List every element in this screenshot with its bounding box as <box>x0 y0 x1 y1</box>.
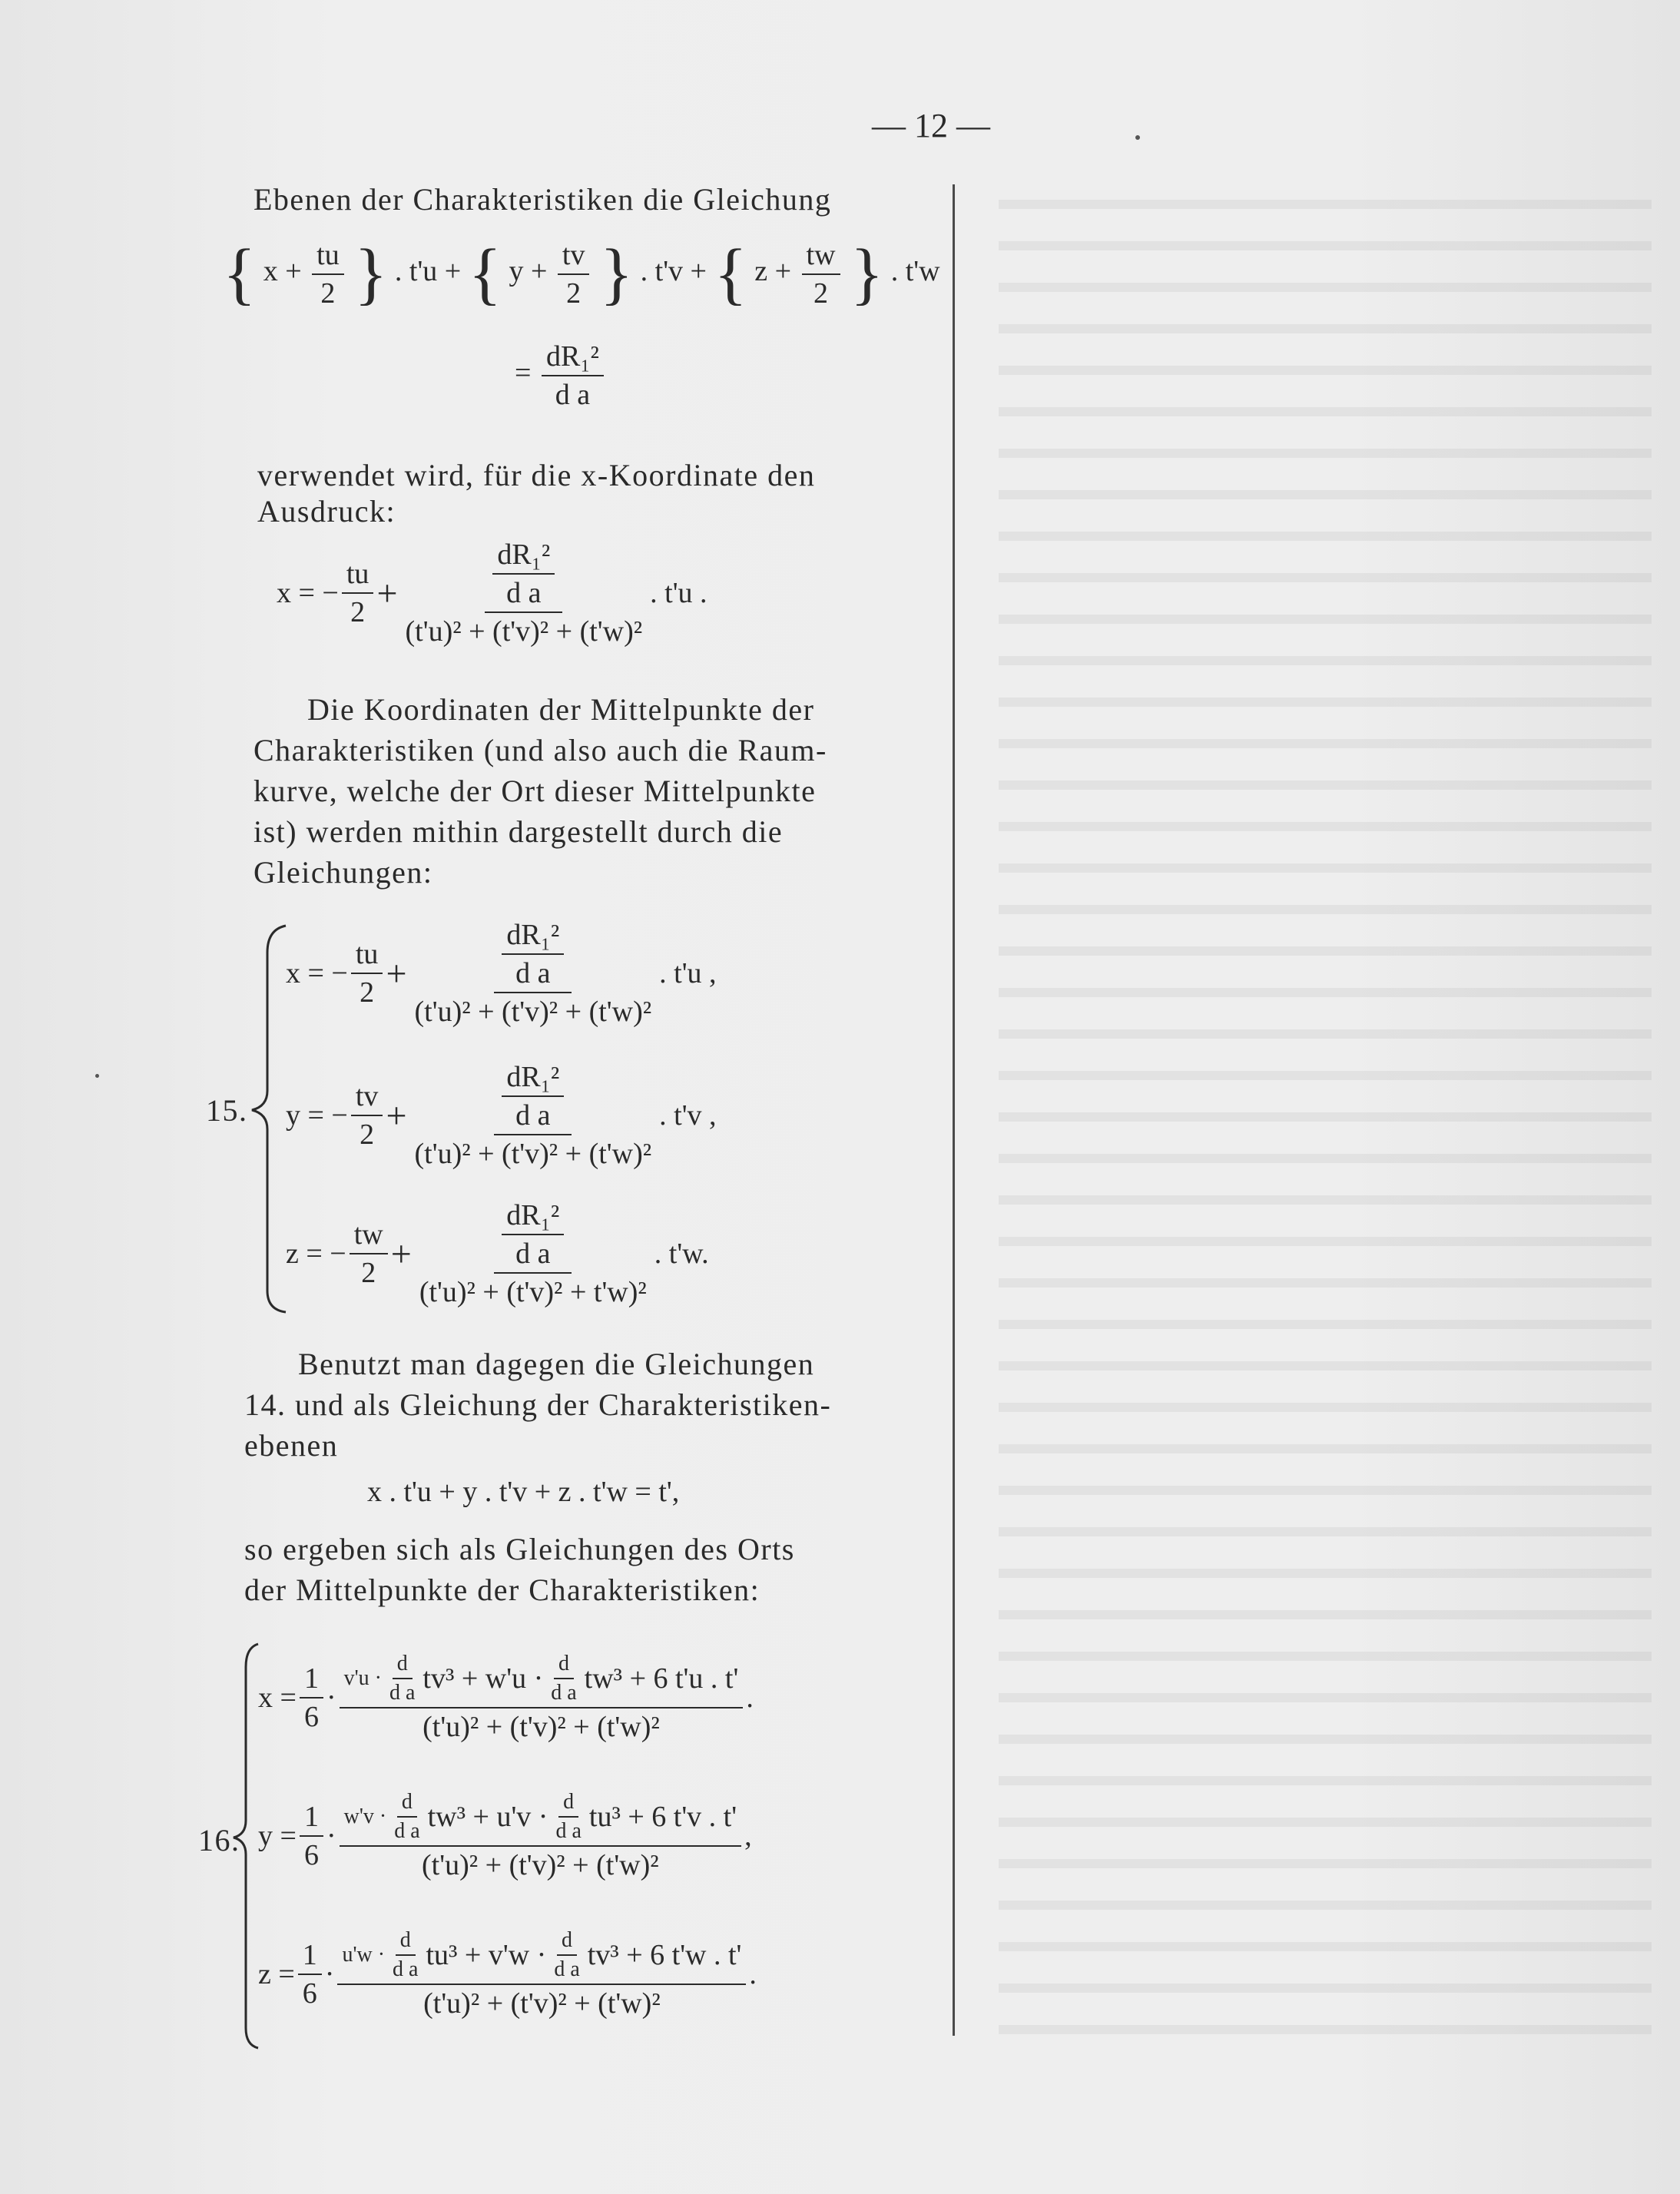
frac-den: d a <box>555 1819 582 1843</box>
fraction <box>337 1928 746 2020</box>
equals-sign: = <box>515 356 532 389</box>
term: tv³ + 6 t'w . t' <box>587 1939 742 1971</box>
equation-label-15: 15. <box>206 1093 248 1128</box>
fraction <box>388 1928 422 1982</box>
brace-open: { <box>223 236 257 312</box>
plus-sign: + <box>386 1095 407 1136</box>
frac-den: (t'u)² + (t'v)² + (t'w)² <box>423 1987 661 2020</box>
term: tu³ + 6 t'v . t' <box>588 1801 737 1833</box>
lhs: z = <box>258 1958 295 1990</box>
lhs: x = − <box>286 957 348 989</box>
fraction <box>546 1652 581 1705</box>
eq16-row-y <box>258 1790 752 1882</box>
term: tu³ + v'w · <box>426 1939 547 1971</box>
frac-den: 6 <box>302 1977 317 2010</box>
frac-den: 2 <box>566 277 582 310</box>
frac-num: d <box>557 1928 577 1956</box>
lhs: z = − <box>286 1238 346 1270</box>
frac-num: d <box>558 1790 578 1818</box>
frac-den: d a <box>506 577 542 609</box>
paragraph-line: verwendet wird, für die x-Koordinate den <box>257 458 816 492</box>
frac-num: d <box>396 1928 416 1956</box>
term: w'v · <box>343 1805 387 1828</box>
tail: . t'u . <box>650 577 707 609</box>
eq16-row-x <box>258 1652 754 1744</box>
frac-num: tu <box>342 557 374 594</box>
frac-den: 6 <box>303 1839 319 1871</box>
frac-num <box>340 1652 744 1708</box>
frac-den: (t'u)² + (t'v)² + (t'w)² <box>414 996 652 1028</box>
fraction <box>340 1790 742 1882</box>
frac-den: 2 <box>813 277 829 310</box>
brace-close: } <box>599 236 634 312</box>
frac-den: d a <box>551 1681 577 1705</box>
term: . t'u + <box>394 255 462 288</box>
page-number: — 12 — <box>872 107 990 144</box>
term: tw³ + u'v · <box>427 1801 548 1833</box>
paragraph-line: Ebenen der Charakteristiken die Gleichung <box>253 182 832 217</box>
frac-den: d a <box>515 1099 551 1132</box>
brace-open: { <box>468 236 502 312</box>
term: v'u · <box>343 1666 382 1690</box>
dot: · <box>326 1820 336 1852</box>
paragraph-line: so ergeben sich als Gleichungen des Orts <box>244 1532 795 1566</box>
eq16-row-z <box>258 1928 757 2020</box>
frac-den: 2 <box>320 277 336 310</box>
frac-num: dR₁² <box>502 918 564 955</box>
frac-den: d a <box>515 957 551 989</box>
equation-planes-14: x . t'u + y . t'v + z . t'w = t', <box>367 1476 680 1508</box>
frac-den: d a <box>393 1957 419 1981</box>
brace-close: } <box>850 236 884 312</box>
frac-den: d a <box>389 1681 416 1705</box>
tail: . <box>746 1682 754 1714</box>
lhs: y = <box>258 1820 297 1852</box>
fraction <box>340 1652 744 1744</box>
frac-num: tu <box>351 937 383 974</box>
frac-num: d <box>393 1652 413 1679</box>
fraction <box>300 1662 323 1734</box>
fraction <box>389 1790 424 1844</box>
paragraph-line: 14. und als Gleichung der Charakteristiken- <box>244 1387 832 1422</box>
lhs: y = − <box>286 1099 348 1132</box>
equation-label-16: 16. <box>198 1823 240 1858</box>
paragraph-line: ist) werden mithin dargestellt durch die <box>253 814 784 849</box>
frac-num: 1 <box>300 1800 323 1837</box>
frac-den: 6 <box>303 1701 319 1733</box>
frac-num <box>337 1928 746 1985</box>
frac-den: d a <box>515 1238 551 1270</box>
fraction <box>551 1790 585 1844</box>
term: u'w · <box>342 1943 386 1967</box>
frac-num <box>340 1790 742 1847</box>
frac-den: (t'u)² + (t'v)² + t'w)² <box>419 1276 647 1308</box>
term: tv³ + w'u · <box>422 1662 544 1695</box>
var-y: y <box>509 255 524 288</box>
brace-close: } <box>354 236 388 312</box>
frac-num: dR₁² <box>542 340 604 376</box>
tail: . <box>749 1958 757 1990</box>
frac-num: tv <box>351 1079 383 1116</box>
term: . t'v + <box>640 255 707 288</box>
frac-num: tu <box>312 238 344 275</box>
equation-plane: { x + $\frac{tu}{2}$ } . t'u + { y + $\frac{tv}{2}$ } . t'v + { z + $\frac{tw}{2}$ } . t'w <box>223 236 940 312</box>
term: . t'w <box>890 255 940 288</box>
dot: · <box>324 1958 335 1990</box>
fraction <box>300 1800 323 1872</box>
paragraph-line: Charakteristiken (und also auch die Raum- <box>253 733 827 767</box>
frac-num: dR₁² <box>492 538 555 575</box>
frac-num: dR₁² <box>502 1060 564 1097</box>
tail: . t'v , <box>659 1099 717 1132</box>
frac-den: d a <box>394 1819 420 1843</box>
frac-num: 1 <box>300 1662 323 1699</box>
frac-den: 2 <box>360 976 375 1009</box>
paragraph-line: Benutzt man dagegen die Gleichungen <box>298 1347 815 1381</box>
fraction <box>298 1938 322 2010</box>
paragraph-line: Die Koordinaten der Mittelpunkte der <box>307 692 815 727</box>
fraction <box>385 1652 419 1705</box>
frac-den: d a <box>555 379 591 411</box>
frac-den: 2 <box>361 1257 376 1289</box>
frac-den: (t'u)² + (t'v)² + (t'w)² <box>422 1849 659 1881</box>
var-z: z <box>754 255 768 288</box>
frac-den: 2 <box>350 596 366 628</box>
plus-sign: + <box>386 953 407 994</box>
frac-den: (t'u)² + (t'v)² + (t'w)² <box>422 1711 660 1743</box>
tail: . t'w. <box>654 1238 709 1270</box>
tail: , <box>744 1820 752 1852</box>
frac-num: 1 <box>298 1938 322 1975</box>
frac-den: 2 <box>360 1119 375 1151</box>
frac-num: d <box>397 1790 417 1818</box>
frac-den: d a <box>554 1957 580 1981</box>
frac-num: tv <box>558 238 590 275</box>
brace-open: { <box>714 236 747 312</box>
paragraph-line: der Mittelpunkte der Charakteristiken: <box>244 1573 760 1607</box>
plus-sign: + <box>390 1233 412 1274</box>
tail: . t'u , <box>659 957 717 989</box>
frac-den: (t'u)² + (t'v)² + (t'w)² <box>405 615 643 648</box>
paragraph-line: kurve, welche der Ort dieser Mittelpunkte <box>253 774 817 808</box>
paragraph-line: ebenen <box>244 1428 339 1463</box>
frac-num: tw <box>802 238 840 275</box>
lhs: x = <box>258 1682 297 1714</box>
frac-den: (t'u)² + (t'v)² + (t'w)² <box>414 1138 652 1170</box>
fraction <box>549 1928 584 1982</box>
frac-num: tw <box>350 1218 388 1254</box>
frac-num: dR₁² <box>502 1198 564 1235</box>
var-x: x <box>263 255 278 288</box>
paragraph-line: Ausdruck: <box>257 494 396 529</box>
lhs: x = − <box>277 577 339 609</box>
frac-num: d <box>554 1652 574 1679</box>
plus-sign: + <box>376 572 398 614</box>
term: tw³ + 6 t'u . t' <box>584 1662 739 1695</box>
paragraph-line: Gleichungen: <box>253 855 433 890</box>
dot: · <box>326 1682 336 1714</box>
